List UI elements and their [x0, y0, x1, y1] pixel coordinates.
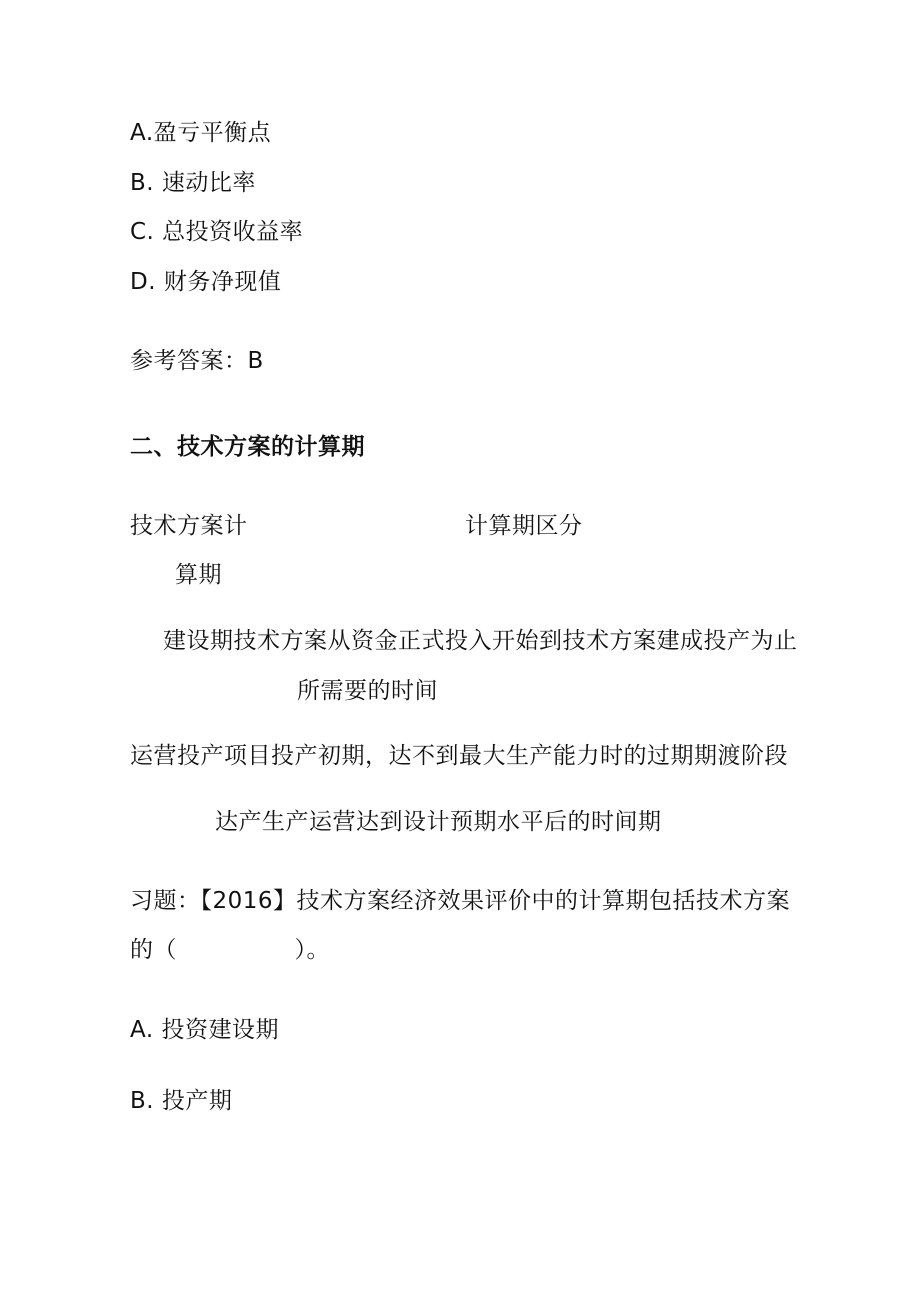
table-row-build-line2: 所需要的时间	[297, 678, 438, 704]
exercise-stem-line1: 习题：【2016】技术方案经济效果评价中的计算期包括技术方案	[130, 888, 791, 914]
option-b: B. 速动比率	[130, 170, 256, 196]
table-row-reach: 达产生产运营达到设计预期水平后的时间期	[215, 809, 662, 835]
table-header-right: 计算期区分	[465, 513, 583, 539]
table-row-operate: 运营投产项目投产初期，达不到最大生产能力时的过期期渡阶段	[130, 743, 788, 769]
option-a: A.盈亏平衡点	[130, 120, 272, 146]
exercise-option-a: A. 投资建设期	[130, 1017, 279, 1043]
option-d: D. 财务净现值	[130, 269, 282, 295]
table-header-left-line1: 技术方案计	[130, 513, 248, 539]
table-row-build-line1: 建设期技术方案从资金正式投入开始到技术方案建成投产为止	[163, 628, 798, 654]
reference-answer: 参考答案：B	[130, 348, 264, 374]
section-title: 二、技术方案的计算期	[130, 434, 365, 460]
exercise-stem-line2: 的（ ）。	[130, 937, 330, 963]
table-header-left-line2: 算期	[175, 562, 222, 588]
option-c: C. 总投资收益率	[130, 219, 304, 245]
exercise-option-b: B. 投产期	[130, 1088, 233, 1114]
